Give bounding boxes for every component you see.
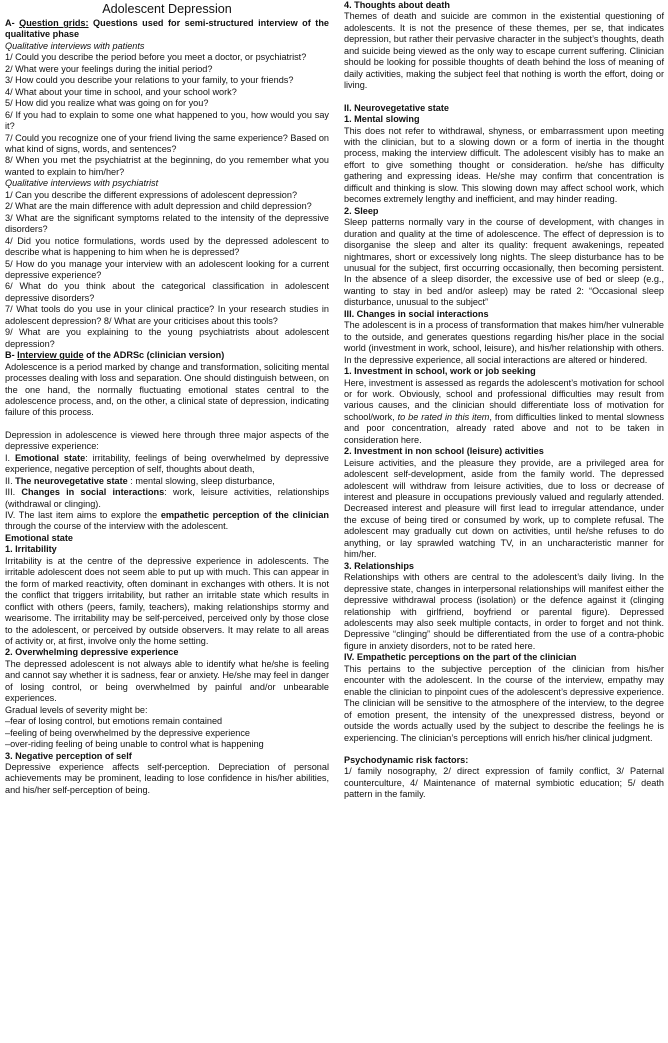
psychiatrist-question: 6/ What do you think about the categorical classification in adolescent depressive disorders? — [5, 281, 329, 303]
aspect-neurovegetative: II. The neurovegetative state : mental slowing, sleep disturbance, — [5, 475, 275, 486]
mental-slowing-heading: 1. Mental slowing — [344, 114, 420, 125]
psychiatrist-question: 4/ Did you notice formulations, words used by the depressed adolescent to describe what is happening to him when he is depressed? — [5, 235, 329, 258]
empathetic-text: This pertains to the subjective perception of the clinician from his/her encounter with the adolescent. In the course of the interview, empathy may enable the clinician to pinpoint cues of the adolescent’s depressive experience. The clinician will be sensitive to the atmosphere of the interview, to the degree of emotion present, the intensity of the unexpressed distress, beyond or outside the words actually used by the subject to describe the feelings he is experiencing. The clinician’s perceptions will enrich his/her clinical judgment. — [344, 663, 664, 743]
left-column — [5, 0, 329, 796]
relationships-heading: 3. Relationships — [344, 560, 414, 571]
leisure-text: Leisure activities, and the pleasure they provide, are a privileged area for adolescent self-development, aside from the family world. The depressed adolescent will withdraw from leisure activities, due to loss or decrease of interest and pleasure in occupations previously valued and regularly attended. Decreased interest and pleasure will first lead to irregular attendance, under the excuse of being tired or consumed by work, up to complete refusal. The adolescent may gradually cut down on activities, until he/she refuses to do anything, or lay sprawled watching TV, in an uncharacteristic manner for him/her. — [344, 457, 664, 560]
right-column — [344, 0, 664, 801]
spacer — [5, 419, 329, 430]
spacer — [344, 744, 664, 755]
social-interactions-heading: III. Changes in social interactions — [344, 308, 489, 319]
psychiatrist-question: 7/ What tools do you use in your clinical practice? In your research studies in adolescent depression? 8/ What are your criticises about this tools? — [5, 304, 329, 326]
leisure-heading: 2. Investment in non school (leisure) activities — [344, 446, 544, 457]
aspect-emotional: I. Emotional state: irritability, feelings of being overwhelmed by depressive experience, negative perception of self, thoughts about death, — [5, 452, 329, 475]
neurovegetative-heading: II. Neurovegetative state — [344, 102, 449, 113]
psychiatrist-question: 2/ What are the main difference with adult depression and child depression? — [5, 201, 312, 212]
psychiatrist-question: 9/ What are you explaining to the young psychiatrists about adolescent depression? — [5, 327, 329, 349]
gradual-level: –fear of losing control, but emotions remain contained — [5, 716, 223, 727]
thoughts-death-heading: 4. Thoughts about death — [344, 0, 450, 10]
patient-question: 8/ When you met the psychiatrist at the beginning, do you remember what you wanted to explain to him/her? — [5, 155, 329, 177]
overwhelming-heading: 2. Overwhelming depressive experience — [5, 647, 179, 658]
emotional-state-heading: Emotional state — [5, 532, 73, 543]
mental-slowing-text: This does not refer to withdrawal, shyness, or embarrassment upon meeting with the clinician, but to a slowing down or a form of inertia in the thought process, making the interview difficult. The adolescent visibly has to make an effort to give something thought or consideration. he/she has difficulty gathering and expressing ideas. He/she may confirm that concentration is difficult and thinking is slow. This slowing down may affect school work, which becomes extremely lengthy and inefficient, and may hinder reading. — [344, 125, 664, 205]
irritability-text: Irritability is at the centre of the depressive experience in adolescents. The irritable adolescent does not seem able to put up with much. This can appear in the form of marked reactivity, often dominant in exchanges with others. It is not the conflict that triggers irritability, but rather an irritable state which results in conflict with others (peers, family, teachers), making relationships stormy and wearisome. The irritability may be self-perceived, perceived only by those close to the adolescent, or perceived by outside observers. It may relate to all areas of activity or, at first, involve only the home setting. — [5, 555, 329, 647]
patient-question: 7/ Could you recognize one of your friend living the same experience? Based on what kind of signs, words, and sentences? — [5, 132, 329, 154]
school-investment-text: Here, investment is assessed as regards the adolescent’s motivation for school or for work. Obviously, school and professional difficulties may result from various causes, and the clinician should differentiate loss of motivation for school/work, to be rated in this item, from difficulties linked to mental slowness and poor concentration, already rated above and not to be taken in consideration here. — [344, 377, 665, 445]
sleep-text: Sleep patterns normally vary in the course of development, with changes in duration and quality at the time of adolescence. The effect of depression is to disorganise the sleep and alter its quality: frequent awakenings, repeated nightmares, short or excessively long nights. The sleep disturbance has to be unusual for the subject, first occurring occasionally, then becoming persistent. In the absence of a sleep disorder, the excessive use of bed or sleep (e.g., wanting to stay in bed and/or asleep) may be rated 2: “Occasional sleep disturbance, unusual to the subject” — [344, 217, 664, 308]
psychiatrist-heading: Qualitative interviews with psychiatrist — [5, 178, 159, 189]
psychiatrist-question: 3/ What are the significant symptoms related to the intensity of the depressive disorders? — [5, 212, 329, 235]
patient-question: 1/ Could you describe the period before you meet a doctor, or psychiatrist? — [5, 52, 307, 63]
patient-question: 3/ How could you describe your relations to your family, to your friends? — [5, 75, 294, 86]
sleep-heading: 2. Sleep — [344, 205, 379, 216]
patient-question: 2/ What were your feelings during the initial period? — [5, 63, 213, 74]
social-interactions-text: The adolescent is in a process of transformation that makes him/her vulnerable to the outside, and generates questions regarding his/her place in the social world (investment in work, school, leisure), and his/her relationship with others. In the depressive experience, all social interactions are altered or hindered. — [344, 320, 664, 365]
school-investment-heading: 1. Investment in school, work or job seeking — [344, 366, 536, 377]
document-title: Adolescent Depression — [102, 2, 232, 16]
irritability-heading: 1. Irritability — [5, 544, 57, 555]
patient-question: 6/ If you had to explain to some one what happened to you, how would you say it? — [5, 109, 329, 132]
gradual-level: –over-riding feeling of being unable to control what is happening — [5, 739, 264, 750]
psychodynamic-text: 1/ family nosography, 2/ direct expression of family conflict, 3/ Paternal counterculture, 4/ Maintenance of maternal symbiotic education; 5/ death pattern in the family. — [344, 766, 664, 800]
section-b-heading: B- Interview guide of the ADRSc (clinician version) — [5, 350, 225, 361]
aspect-social: III. Changes in social interactions: work, leisure activities, relationships (withdrawal or clinging). — [5, 487, 330, 509]
empathetic-heading: IV. Empathetic perceptions on the part of the clinician — [344, 652, 577, 663]
thoughts-death-text: Themes of death and suicide are common in the existential questioning of adolescents. It is not the presence of these themes, per se, that indicates depression, but rather their pervasive character in the subject’s thoughts, death and suicide being viewed as the only way to escape current suffering. Clinician should be looking for possible thoughts of death behind the loss of meaning of daily activities, making the subject feel that nothing is worth the effort, doing or living. — [344, 11, 664, 91]
gradual-level: –feeling of being overwhelmed by the depressive experience — [5, 727, 251, 738]
negative-perception-heading: 3. Negative perception of self — [5, 750, 132, 761]
psychodynamic-heading: Psychodynamic risk factors: — [344, 755, 469, 765]
relationships-text: Relationships with others are central to the adolescent’s daily living. In the depressive state, changes in interpersonal relationships will manifest either the depressive withdrawal process (isolation) or the defence against it (clinging relationship with girlfriend, boyfriend or parental figure). Depressed adolescents may also seek multiple contacts, in order to forget and not think. Depressive “clinging” should be differentiated from the use of a contra-phobic figure in anxiety disorders, not to be rated here. — [344, 572, 664, 651]
aspect-empathetic: IV. The last item aims to explore the empathetic perception of the clinician through the course of the interview with the adolescent. — [5, 510, 329, 532]
psychiatrist-question: 1/ Can you describe the different expressions of adolescent depression? — [5, 189, 298, 200]
intro-paragraph: Adolescence is a period marked by change and transformation, soliciting mental processes dealing with loss and separation. One should distinguish between, on the one hand, the normally fluctuating emotional states central to the adolescence process, and, on the other, a clinical state of depression, indicating failure of this process. — [5, 361, 329, 418]
overwhelming-text: The depressed adolescent is not always able to identify what he/she is feeling and cannot say whether it is sadness, fear or anxiety. He/she may feel in danger of losing control, or being overwhelmed by painful and/or unbearable experiences. — [5, 658, 329, 704]
patient-question: 5/ How did you realize what was going on for you? — [5, 98, 209, 109]
psychiatrist-question: 5/ How do you manage your interview with an adolescent looking for a current depressive experience? — [5, 258, 329, 280]
negative-perception-text: Depressive experience affects self-perception. Depreciation of personal achievements may be prominent, leading to lose confidence in his/her abilities, and his/her self-perception of being. — [5, 762, 329, 795]
gradual-intro: Gradual levels of severity might be: — [5, 704, 148, 715]
aspects-intro: Depression in adolescence is viewed here through three major aspects of the depressive experience: — [5, 429, 329, 452]
section-a-heading: A- Question grids: Questions used for semi-structured interview of the qualitative phase — [5, 18, 329, 40]
spacer — [344, 92, 664, 103]
patient-question: 4/ What about your time in school, and your school work? — [5, 86, 237, 97]
patients-heading: Qualitative interviews with patients — [5, 40, 145, 51]
